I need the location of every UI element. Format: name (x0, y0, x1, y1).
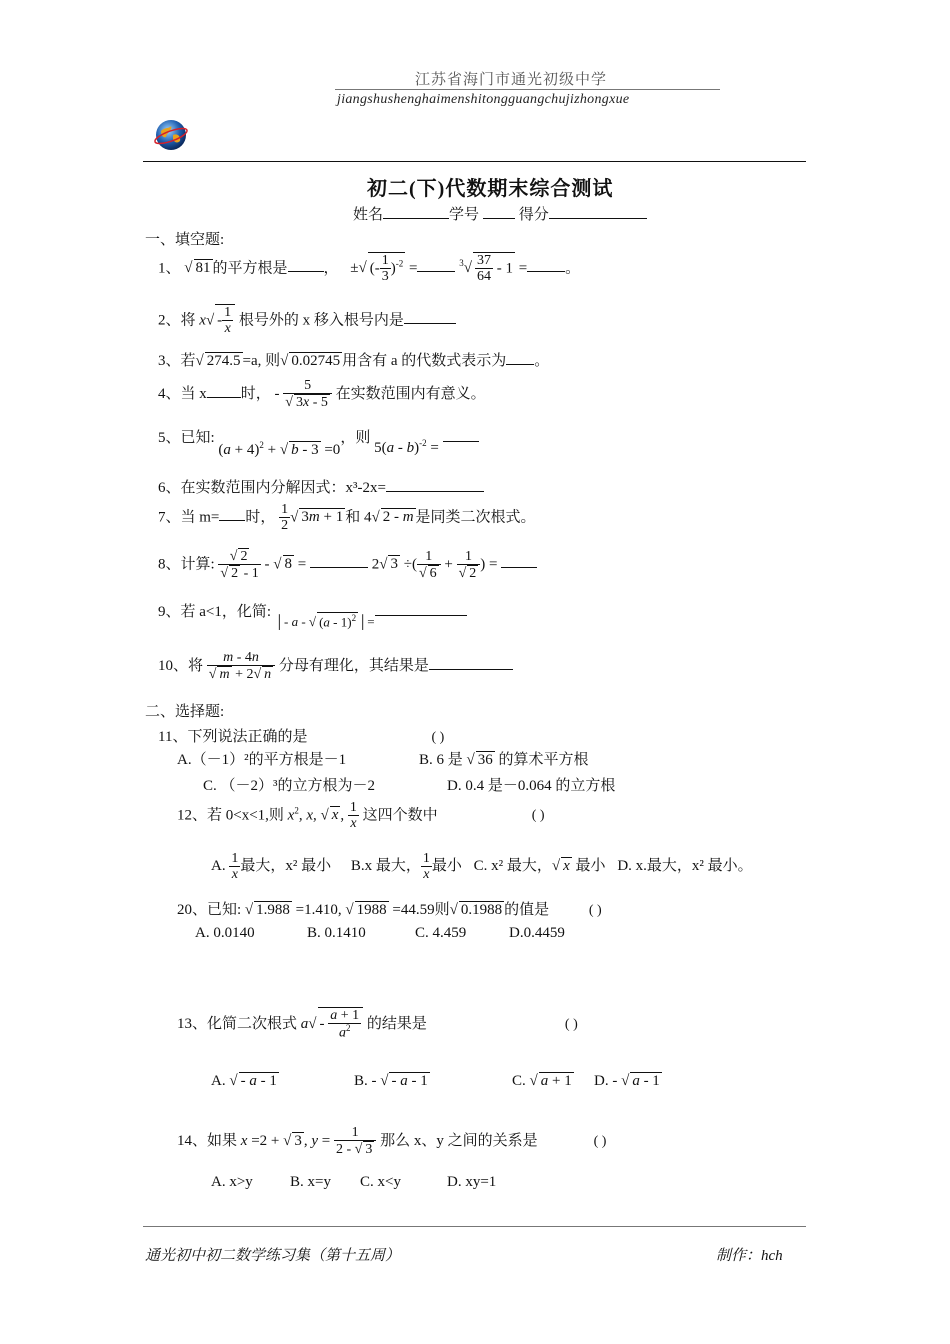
globe-logo-icon (153, 117, 189, 153)
q13-option-b[interactable]: B. - √ - a - 1 (354, 1073, 428, 1089)
question-9: 9、若 a<1，化简: │- a - √ (a - 1)$^2$ │= (158, 600, 467, 621)
q14-option-d[interactable]: D. xy=1 (447, 1174, 497, 1190)
q12-option-b[interactable]: B.x 最大， $\frac{1}{x}$ 最小 (350, 851, 462, 883)
q20-option-c[interactable]: C. 4.459 (415, 925, 467, 941)
q14-option-c[interactable]: C. x<y (360, 1174, 401, 1190)
q11-option-d[interactable]: D. 0.4 是－0.064 的立方根 (447, 778, 616, 794)
q11-option-c[interactable]: C. （－2）³的立方根为－2 (203, 778, 376, 794)
q12-options (211, 851, 753, 883)
question-11: 11、下列说法正确的是 ( ) (158, 729, 445, 745)
question-1: 1、 √ 81 的平方根是 ， ±√ (- $\frac{1}{3}$ )$^{-2}$ = $^3$√ $\frac{37}{64}$ - 1 = 。 (158, 253, 581, 285)
question-13: 13、化简二次根式 a√ - $\frac{a + 1}{a^2}$ 的结果是 ( ) (177, 1008, 578, 1042)
question-20: 20、已知: √ 1.988 =1.410, √ 1988 =44.59则√ 0.1988 的值是 ( ) (177, 902, 602, 918)
school-name-pinyin: jiangshushenghaimenshitongguangchujizhongxue (337, 92, 630, 107)
q14-option-a[interactable]: A. x>y (211, 1174, 253, 1190)
score-field[interactable] (549, 204, 647, 219)
section-choice-heading: 二、选择题: (145, 704, 225, 720)
q12-option-d[interactable]: D. x.最大，x² 最小。 (617, 858, 753, 875)
school-name-cn: 江苏省海门市通光初级中学 (415, 72, 608, 88)
q12-option-c[interactable]: C. x² 最大，√ x 最小 (473, 858, 606, 875)
id-field[interactable] (483, 204, 515, 219)
question-10: 10、将 $\frac{m - 4n}{√ m + 2√ n}$ 分母有理化，其结果是 (158, 650, 513, 683)
question-8: 8、计算: $\frac{√ 2}{√ 2 - 1}$ - √ 8 = 2√ 3 ÷( $\frac{1}{√ 6}$ + $\frac{1}{√ 2}$ ) = (158, 548, 537, 582)
footer-right: 制作：hch (716, 1248, 783, 1264)
question-14: 14、如果 x =2 + √ 3 , y = $\frac{1}{2 - √ 3}$ 那么 x、y 之间的关系是 ( ) (177, 1125, 607, 1158)
section-fill-heading: 一、填空题: (145, 232, 225, 248)
q13-option-c[interactable]: C. √ a + 1 (512, 1073, 572, 1089)
question-7: 7、当 m= 时， $\frac{1}{2}$ √ 3m + 1 和 4√ 2 - m 是同类二次根式。 (158, 502, 536, 534)
header-rule (335, 89, 720, 90)
q11-option-a[interactable]: A.（－1）²的平方根是－1 (177, 752, 347, 768)
question-4: 4、当 x 时， - $\frac{5}{√ 3x - 5}$ 在实数范围内有意义。 (158, 378, 486, 411)
question-12: 12、若 0<x<1,则 $x^2$, x, √ x , $\frac{1}{x}$ 这四个数中 ( ) (177, 800, 545, 832)
footer-left: 通光初中初二数学练习集（第十五周） (145, 1248, 401, 1264)
question-3: 3、若√ 274.5 =a, 则√ 0.02745 用含有 a 的代数式表示为 。 (158, 349, 549, 370)
question-2: 2、将 x√ - $\frac{1}{x}$ 根号外的 x 移入根号内是 (158, 304, 456, 337)
name-field[interactable] (383, 204, 449, 219)
q14-option-b[interactable]: B. x=y (290, 1174, 331, 1190)
q13-option-a[interactable]: A. √ - a - 1 (211, 1073, 277, 1089)
header-divider (143, 161, 806, 162)
q20-option-b[interactable]: B. 0.1410 (307, 925, 366, 941)
student-info-line (353, 203, 647, 224)
q20-option-a[interactable]: A. 0.0140 (195, 925, 255, 941)
id-label: 学号 (449, 207, 480, 223)
q11-option-b[interactable]: B. 6 是 √ 36 的算术平方根 (419, 752, 589, 768)
q13-option-d[interactable]: D. - √ a - 1 (594, 1073, 660, 1089)
question-6: 6、在实数范围内分解因式：x³-2x= (158, 476, 484, 497)
name-label: 姓名 (353, 207, 384, 223)
q20-option-d[interactable]: D.0.4459 (509, 925, 565, 941)
question-5: 5、已知: $(a + 4)^2$ + √ b - 3 =0，则 5(a - b)$^{-2}$ = (158, 426, 479, 447)
footer-rule (143, 1226, 806, 1227)
score-label: 得分 (518, 207, 549, 223)
q12-option-a[interactable]: A. $\frac{1}{x}$ 最大，x² 最小 (211, 851, 332, 883)
page-title: 初二(下)代数期末综合测试 (367, 178, 614, 200)
